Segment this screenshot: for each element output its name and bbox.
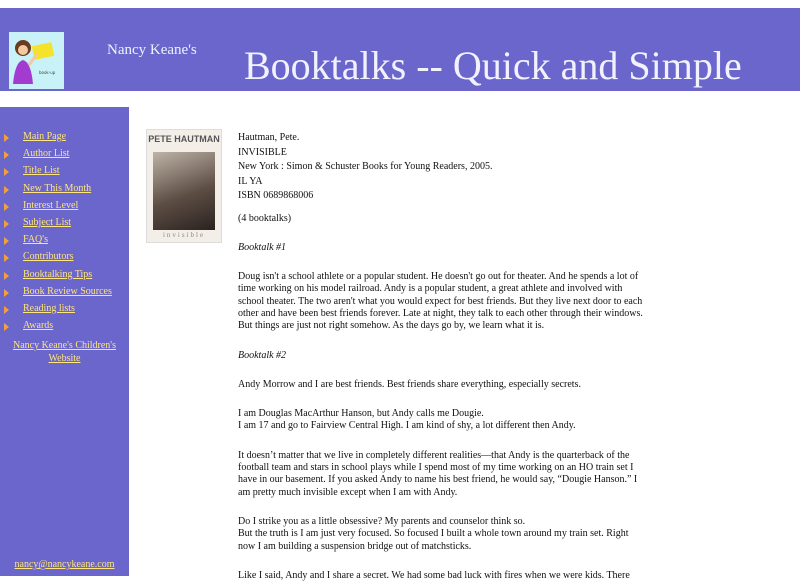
sidebar-item-book-review-sources (0, 286, 129, 303)
booktalk-heading: Booktalk #1 (238, 241, 287, 253)
book-publisher: New York : Simon & Schuster Books for Young Readers, 2005. (238, 161, 493, 172)
sidebar-link-reading-lists[interactable]: Reading lists (23, 302, 75, 314)
sidebar-link-awards[interactable]: Awards (23, 320, 54, 332)
book-title: INVISIBLE (238, 146, 287, 158)
sidebar-item-awards (0, 320, 129, 337)
sidebar-link-author-list[interactable]: Author List (23, 148, 70, 160)
sidebar-link-main-page[interactable]: Main Page (23, 131, 67, 142)
sidebar-nav (0, 131, 129, 365)
sidebar-link-contributors[interactable]: Contributors (23, 251, 74, 263)
booktalk-paragraph: I am Douglas MacArthur Hanson, but Andy calls me Dougie. I am 17 and go to Fairview Central High. I am kind of shy, a lot different then Andy. (238, 408, 576, 432)
sidebar-item-childrens-site (0, 337, 129, 365)
top-strip (0, 0, 800, 8)
cover-author-text: PETE HAUTMAN (148, 134, 220, 144)
book-author: Hautman, Pete. (238, 132, 300, 143)
reading-kid-logo-icon[interactable] (9, 32, 64, 89)
bullet-arrow-icon (4, 186, 9, 194)
booktalk-paragraph: Andy Morrow and I are best friends. Best friends share everything, especially secrets. (238, 378, 581, 390)
booktalk-heading: Booktalk #2 (238, 349, 287, 361)
booktalk-count: (4 booktalks) (238, 212, 292, 224)
booktalk-paragraph: It doesn’t matter that we live in completely different realities—that Andy is the quarterback of the football team and stars in school plays while I spend most of my time working on an HO train set I have in our basement. If you asked Andy to name his best friend, he would say, “Dougie Hanson.” I am pretty much invisible except when I am with Andy. (238, 449, 638, 498)
cover-photo (153, 152, 215, 230)
page-title: Booktalks -- Quick and Simple (244, 43, 742, 88)
sidebar-item-main-page (0, 131, 129, 148)
sidebar-item-reading-lists (0, 303, 129, 320)
site-brand: Nancy Keane's (107, 42, 197, 58)
book-isbn: ISBN 0689868006 (238, 190, 314, 201)
sidebar-link-childrens-site[interactable]: Nancy Keane's Children's Website (12, 340, 117, 365)
sidebar-item-subject-list (0, 217, 129, 234)
booktalk-paragraph: Like I said, Andy and I share a secret. We had some bad luck with fires when we were kids. There (238, 569, 630, 581)
bullet-arrow-icon (4, 306, 9, 314)
sidebar-item-new-this-month (0, 183, 129, 200)
sidebar-link-new-this-month[interactable]: New This Month (23, 182, 92, 194)
bullet-arrow-icon (4, 323, 9, 331)
sidebar-link-booktalking-tips[interactable]: Booktalking Tips (23, 268, 93, 280)
bullet-arrow-icon (4, 151, 9, 159)
sidebar-link-title-list[interactable]: Title List (23, 165, 60, 177)
booktalk-paragraph: Doug isn't a school athlete or a popular student. He doesn't go out for theater. And he spends a lot of time working on his model railroad. Andy is a popular student, a great athlete and involved with school theater. The two aren't what you would expect for best friends. But they live next door to each other and have been best friends forever. Late at night, they talk to each other through their windows. But things are just not right somehow. As the days go by, we learn what it is. (238, 271, 643, 332)
bullet-arrow-icon (4, 289, 9, 297)
bullet-arrow-icon (4, 203, 9, 211)
svg-text:book‑up: book‑up (39, 70, 56, 75)
sidebar-link-book-review-sources[interactable]: Book Review Sources (23, 285, 112, 297)
sidebar-link-faqs[interactable]: FAQ's (23, 234, 48, 246)
sidebar-item-author-list (0, 148, 129, 165)
sidebar-item-contributors (0, 251, 129, 268)
bullet-arrow-icon (4, 272, 9, 280)
bullet-arrow-icon (4, 254, 9, 262)
booktalk-paragraph: Do I strike you as a little obsessive? My parents and counselor think so. But the truth is I am just very focused. So focused I built a whole town around my train set. Right now I am building a suspension bridge out of matchsticks. (238, 515, 629, 552)
sidebar-item-interest-level (0, 200, 129, 217)
bullet-arrow-icon (4, 237, 9, 245)
bullet-arrow-icon (4, 168, 9, 176)
bullet-arrow-icon (4, 220, 9, 228)
sidebar (0, 107, 129, 576)
sidebar-link-subject-list[interactable]: Subject List (23, 216, 72, 228)
bibliographic-info (238, 131, 648, 204)
book-interest-level: IL YA (238, 175, 263, 187)
site-header (0, 8, 800, 91)
sidebar-item-faqs (0, 234, 129, 251)
sidebar-link-interest-level[interactable]: Interest Level (23, 199, 79, 211)
main-content (238, 131, 648, 582)
book-cover (146, 129, 222, 243)
contact-email-link[interactable]: nancy@nancykeane.com (14, 559, 115, 570)
bullet-arrow-icon (4, 134, 9, 142)
sidebar-item-title-list (0, 165, 129, 182)
sidebar-item-booktalking-tips (0, 269, 129, 286)
cover-title-text: invisible (162, 231, 206, 239)
